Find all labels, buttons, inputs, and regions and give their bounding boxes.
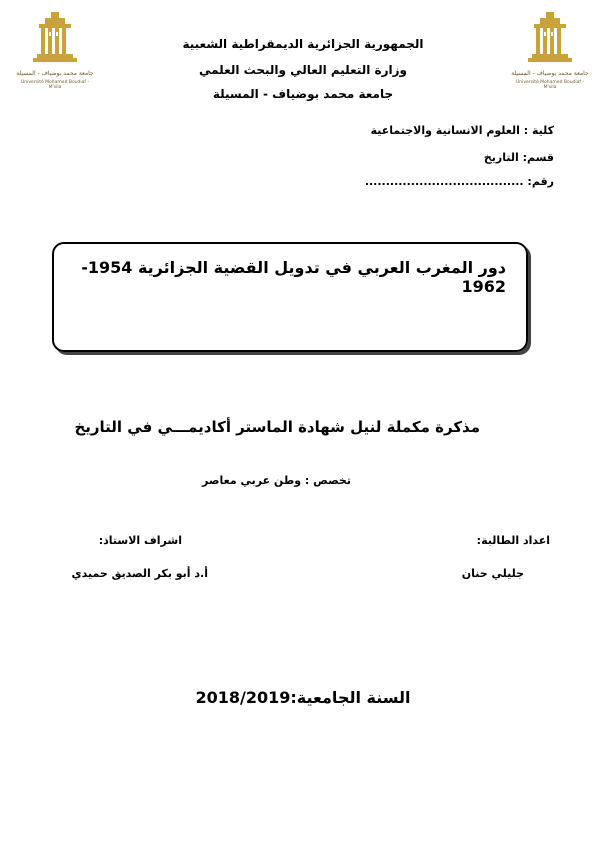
student-label: اعداد الطالبة: bbox=[476, 534, 550, 547]
faculty-college: كلية : العلوم الانسانية والاجتماعية bbox=[370, 124, 554, 137]
header-university: جامعة محمد بوضياف - المسيلة bbox=[212, 87, 394, 101]
supervisor-label: اشراف الاستاذ: bbox=[98, 534, 182, 547]
academic-year bbox=[0, 688, 606, 707]
header-ministry: وزارة التعليم العالي والبحث العلمي bbox=[198, 63, 408, 77]
faculty-department: قسم: التاريخ bbox=[483, 151, 554, 164]
header-republic: الجمهورية الجزائرية الديمقراطية الشعبية bbox=[182, 37, 424, 51]
faculty-number: رقم: ...................................... bbox=[364, 175, 554, 188]
thesis-title: دور المغرب العربي في تدويل القضية الجزائرية 1954-1962 bbox=[81, 258, 506, 296]
logo-name-ar: جامعة محمد بوضياف - المسيلة bbox=[511, 70, 589, 77]
supervisor-name: أ.د أبو بكر الصديق حميدي bbox=[71, 567, 208, 580]
specialty: تخصص : وطن عربي معاصر bbox=[202, 474, 351, 487]
thesis-subtitle: مذكرة مكملة لنيل شهادة الماستر أكاديمـــي في التاريخ bbox=[74, 418, 480, 436]
logo-name-fr: Université Mohamed Boudiaf - M'sila bbox=[515, 80, 585, 90]
student-name: جليلي حنان bbox=[461, 567, 524, 580]
logo-name-fr: Université Mohamed Boudiaf - M'sila bbox=[20, 80, 90, 90]
logo-name-ar: جامعة محمد بوضياف - المسيلة bbox=[16, 70, 94, 77]
thesis-title-box bbox=[52, 242, 528, 352]
academic-year-text: السنة الجامعية:2018/2019 bbox=[195, 688, 411, 707]
